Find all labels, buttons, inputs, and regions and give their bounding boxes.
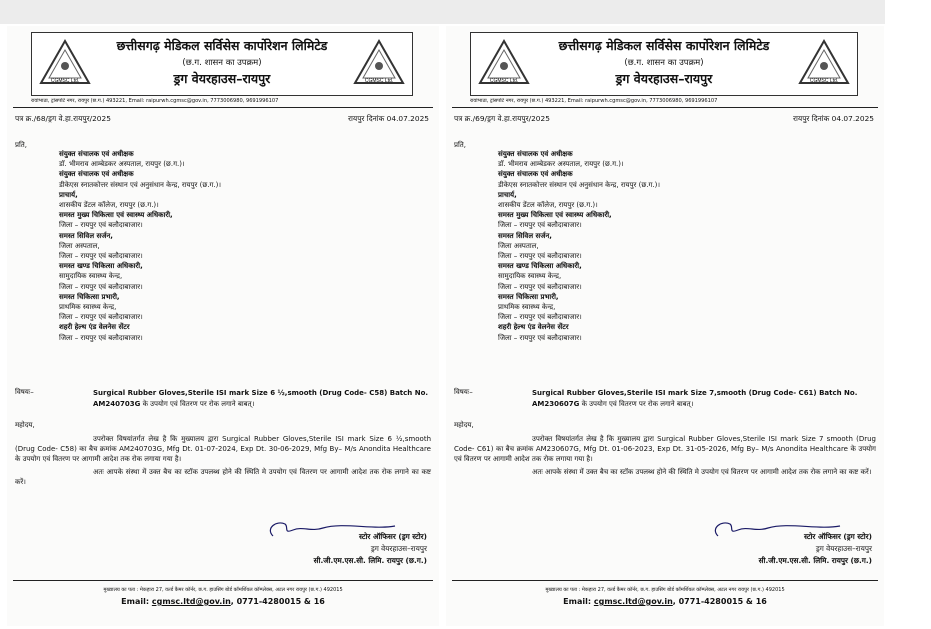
prati-label: प्रति, <box>454 141 467 149</box>
body-paragraph-2: अतः आपके संस्था में उक्त बैच का स्टॉक उपलब्ध होने की स्थिति मे उपयोग एवं वितरण पर आगामी आदेश तक रोक लगाने का कष्ट करें। <box>15 467 431 486</box>
recipient-line: प्राथमिक स्वास्थ्य केन्द्र, <box>498 303 556 312</box>
recipient-line: जिला – रायपुर एवं बलौदाबाजार। <box>59 221 143 230</box>
recipient-line: समस्त चिकित्सा प्रभारी, <box>59 292 120 301</box>
top-strip <box>0 0 885 24</box>
recipient-line: जिला – रायपुर एवं बलौदाबाजार। <box>59 313 143 322</box>
svg-text:CGMSC Ltd.: CGMSC Ltd. <box>364 78 394 84</box>
svg-text:CGMSC Ltd.: CGMSC Ltd. <box>50 78 80 84</box>
recipient-line: संयुक्त संचालक एवं अधीक्षक <box>498 150 573 158</box>
recipient-line: डॉ. भीमराव आम्बेडकर अस्पताल, रायपुर (छ.ग.)। <box>59 160 185 169</box>
recipient-line: जिला अस्पताल, <box>59 241 100 250</box>
salutation: महोदय, <box>454 421 474 429</box>
footer-contact <box>7 597 439 606</box>
recipient-line: शासकीय डेंटल कॉलेज, रायपुर (छ.ग.)। <box>498 201 598 210</box>
subject-rest: के उपयोग एवं वितरण पर रोक लगाने बाबत्। <box>579 400 694 408</box>
signature-company: सी.जी.एम.एस.सी. लिमि. रायपुर (छ.ग.) <box>313 556 427 565</box>
recipient-line: समस्त खण्ड चिकित्सा अधिकारी, <box>498 262 582 271</box>
recipient-line: जिला – रायपुर एवं बलौदाबाजार। <box>498 221 582 230</box>
subject-bold: Surgical Rubber Gloves,Sterile ISI mark Size 7,smooth (Drug Code- C61) Batch No. AM230607G <box>532 389 858 408</box>
footer-email-label: Email: <box>563 597 592 606</box>
letterhead <box>470 32 858 96</box>
footer-address: मुख्यालय का पता : मेकहारा 27, वर्ल्ड कैमर कॉर्नर, छ.ग. हाउसिंग बोर्ड कॉमर्शियल कॉम्प्लेक्स, अटल नगर रायपुर (छ.ग.) 492015 <box>545 587 785 593</box>
recipient-list <box>59 149 221 343</box>
cgmsc-logo-icon <box>477 38 531 88</box>
org-title: छत्तीसगढ़ मेडिकल सर्विसेस कार्पोरेशन लिमिटेड <box>116 38 328 53</box>
letter-page-1 <box>7 26 439 626</box>
footer-rule <box>13 580 433 581</box>
recipient-line: संयुक्त संचालक एवं अधीक्षक <box>59 150 134 158</box>
recipient-line: जिला – रायपुर एवं बलौदाबाजार। <box>498 252 582 261</box>
recipient-line: जिला – रायपुर एवं बलौदाबाजार। <box>498 313 582 322</box>
svg-text:CGMSC Ltd.: CGMSC Ltd. <box>809 78 839 84</box>
recipient-list <box>498 149 660 343</box>
letterhead <box>31 32 413 96</box>
recipient-line: जिला – रायपुर एवं बलौदाबाजार। <box>59 282 143 291</box>
letter-body <box>15 434 431 487</box>
signature-office: ड्रग वेयरहाउस–रायपुर <box>815 544 872 553</box>
letter-ref: पत्र क्र./68/ड्रग वे.हा.रायपुर/2025 <box>15 114 111 123</box>
letter-date: रायपुर दिनांक 04.07.2025 <box>348 114 429 123</box>
letter-date: रायपुर दिनांक 04.07.2025 <box>793 114 874 123</box>
recipient-line: जिला अस्पताल, <box>498 241 539 250</box>
prati-label: प्रति, <box>15 141 28 149</box>
footer-phone: , 0771-4280015 & 16 <box>230 597 325 606</box>
cgmsc-logo-icon <box>38 38 92 88</box>
subject-rest: के उपयोग एवं वितरण पर रोक लगाने बाबत्। <box>140 400 255 408</box>
recipient-line: डॉ. भीमराव आम्बेडकर अस्पताल, रायपुर (छ.ग.)। <box>498 160 624 169</box>
body-paragraph-1: उपरोक्त विषयांतर्गत लेख है कि मुख्यालय द्वारा Surgical Rubber Gloves,Sterile ISI mark Size 6 ½,smooth (Drug Code- C58) का बैच क्रमांक AM240703G, Mfg Dt. 01-07-2024, Exp Dt. 30-06-2029, Mfg By– M/s Anondita Healthcare के उपयोग एवं वितरण पर आगामी आदेश तक रोक लगाया गया है। <box>15 435 431 464</box>
subject-label: विषयः– <box>15 388 34 396</box>
recipient-line: डीकेएस स्नातकोत्तर संस्थान एवं अनुसंधान केन्द्र, रायपुर (छ.ग.)। <box>498 180 661 189</box>
recipient-line: समस्त खण्ड चिकित्सा अधिकारी, <box>59 262 143 271</box>
footer-phone: , 0771-4280015 & 16 <box>672 597 767 606</box>
letter-ref: पत्र क्र./69/ड्रग वे.हा.रायपुर/2025 <box>454 114 550 123</box>
address-line: रावांभाठा, ट्रांसपोर्ट नगर, रायपुर (छ.ग.) 493221, Email: raipurwh.cgmsc@gov.in, 7773006980, 9691996107 <box>470 98 718 104</box>
signature-company: सी.जी.एम.एस.सी. लिमि. रायपुर (छ.ग.) <box>758 556 872 565</box>
recipient-line: सामुदायिक स्वास्थ्य केन्द्र, <box>498 272 562 281</box>
recipient-line: समस्त चिकित्सा प्रभारी, <box>498 292 559 301</box>
recipient-line: प्राथमिक स्वास्थ्य केन्द्र, <box>59 303 117 312</box>
header-rule <box>452 107 878 108</box>
recipient-line: समस्त सिविल सर्जन, <box>59 231 113 240</box>
body-paragraph-2: अतः आपके संस्था में उक्त बैच का स्टॉक उपलब्ध होने की स्थिति मे उपयोग एवं वितरण पर आगामी आदेश तक रोक लगाने का कष्ट करें। <box>532 467 872 476</box>
recipient-line: शासकीय डेंटल कॉलेज, रायपुर (छ.ग.)। <box>59 201 159 210</box>
footer-rule <box>452 580 878 581</box>
subject-label: विषयः– <box>454 388 473 396</box>
recipient-line: जिला – रायपुर एवं बलौदाबाजार। <box>498 333 582 342</box>
warehouse-title: ड्रग वेयरहाउस–रायपुर <box>173 71 271 86</box>
address-line: रावांभाठा, ट्रांसपोर्ट नगर, रायपुर (छ.ग.) 493221, Email: raipurwh.cgmsc@gov.in, 7773006980, 9691996107 <box>31 98 279 104</box>
recipient-line: समस्त मुख्य चिकित्सा एवं स्वास्थ्य अधिकारी, <box>59 211 173 220</box>
recipient-line: जिला – रायपुर एवं बलौदाबाजार। <box>59 252 143 261</box>
subject-bold: Surgical Rubber Gloves,Sterile ISI mark Size 6 ½,smooth (Drug Code- C58) Batch No. AM240703G <box>93 389 429 408</box>
recipient-line: संयुक्त संचालक एवं अधीक्षक <box>498 170 573 179</box>
org-subtitle: (छ.ग. शासन का उपक्रम) <box>624 58 704 68</box>
recipient-line: सामुदायिक स्वास्थ्य केन्द्र, <box>59 272 123 281</box>
body-paragraph-1: उपरोक्त विषयांतर्गत लेख है कि मुख्यालय द्वारा Surgical Rubber Gloves,Sterile ISI mark Size 7 smooth (Drug Code- C61) का बैच क्रमांक AM230607G, Mfg Dt. 01-06-2023, Exp Dt. 31-05-2026, Mfg By– M/s Anondita Healthcare के उपयोग एवं वितरण पर आगामी आदेश तक रोक लगाया गया है। <box>454 435 876 464</box>
recipient-line: समस्त मुख्य चिकित्सा एवं स्वास्थ्य अधिकारी, <box>498 211 612 220</box>
footer-address: मुख्यालय का पता : मेकहारा 27, वर्ल्ड कैमर कॉर्नर, छ.ग. हाउसिंग बोर्ड कॉमर्शियल कॉम्प्लेक्स, अटल नगर रायपुर (छ.ग.) 492015 <box>103 587 343 593</box>
footer-email-label: Email: <box>121 597 150 606</box>
recipient-line: प्राचार्य, <box>498 190 517 199</box>
org-subtitle: (छ.ग. शासन का उपक्रम) <box>182 58 262 68</box>
header-rule <box>13 107 433 108</box>
recipient-line: संयुक्त संचालक एवं अधीक्षक <box>59 170 134 179</box>
footer-contact <box>446 597 884 606</box>
signature-designation: स्टोर ऑफिसर (ड्रग स्टोर) <box>804 532 872 541</box>
recipient-line: जिला – रायपुर एवं बलौदाबाजार। <box>498 282 582 291</box>
cgmsc-logo-icon <box>797 38 851 88</box>
recipient-line: शहरी हेल्थ एंड वेलनेस सेंटर <box>498 323 569 332</box>
recipient-line: प्राचार्य, <box>59 190 78 199</box>
letter-body <box>454 434 876 477</box>
salutation: महोदय, <box>15 421 35 429</box>
footer-email: cgmsc.ltd@gov.in <box>593 597 673 606</box>
recipient-line: समस्त सिविल सर्जन, <box>498 231 552 240</box>
footer-email: cgmsc.ltd@gov.in <box>151 597 231 606</box>
signature-office: ड्रग वेयरहाउस–रायपुर <box>370 544 427 553</box>
warehouse-title: ड्रग वेयरहाउस–रायपुर <box>615 71 713 86</box>
org-title: छत्तीसगढ़ मेडिकल सर्विसेस कार्पोरेशन लिमिटेड <box>558 38 770 53</box>
subject-text <box>532 388 876 410</box>
cgmsc-logo-icon <box>352 38 406 88</box>
recipient-line: शहरी हेल्थ एंड वेलनेस सेंटर <box>59 323 130 332</box>
subject-text <box>93 388 431 410</box>
svg-text:CGMSC Ltd.: CGMSC Ltd. <box>489 78 519 84</box>
recipient-line: डीकेएस स्नातकोत्तर संस्थान एवं अनुसंधान केन्द्र, रायपुर (छ.ग.)। <box>59 180 222 189</box>
recipient-line: जिला – रायपुर एवं बलौदाबाजार। <box>59 333 143 342</box>
letter-page-2 <box>446 26 884 626</box>
signature-designation: स्टोर ऑफिसर (ड्रग स्टोर) <box>359 532 427 541</box>
